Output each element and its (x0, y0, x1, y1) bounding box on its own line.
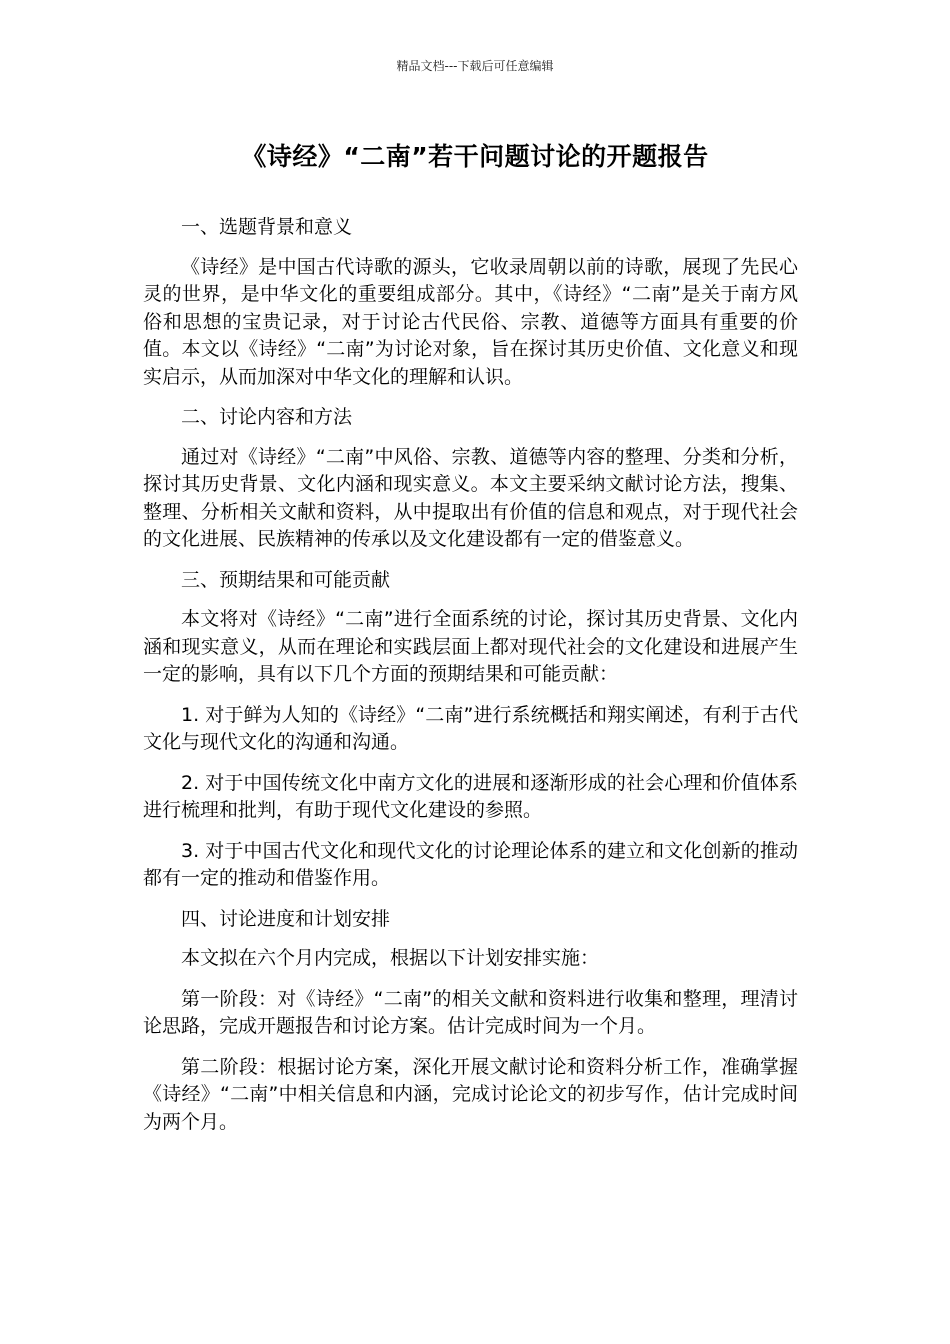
document-body (143, 214, 798, 1149)
paragraph: 本文将对《诗经》“二南”进行全面系统的讨论，探讨其历史背景、文化内涵和现实意义，从而在理论和实践层面上都对现代社会的文化建设和进展产生一定的影响，具有以下几个方面的预期结果和可能贡献： (143, 608, 798, 685)
page-header: 精品文档---下载后可任意编辑 (396, 59, 554, 73)
list-item-3: 3. 对于中国古代文化和现代文化的讨论理论体系的建立和文化创新的推动都有一定的推动和借鉴作用。 (143, 839, 798, 889)
phase-2-paragraph: 第二阶段：根据讨论方案，深化开展文献讨论和资料分析工作，准确掌握《诗经》“二南”中相关信息和内涵，完成讨论论文的初步写作，估计完成时间为两个月。 (143, 1055, 798, 1133)
phase-1-paragraph: 第一阶段：对《诗经》“二南”的相关文献和资料进行收集和整理，理清讨论思路，完成开题报告和讨论方案。估计完成时间为一个月。 (143, 987, 798, 1037)
section-heading-2: 二、讨论内容和方法 (181, 406, 353, 428)
document-title: 《诗经》“二南”若干问题讨论的开题报告 (241, 142, 709, 171)
section-heading-3: 三、预期结果和可能贡献 (181, 568, 391, 591)
paragraph: 通过对《诗经》“二南”中风俗、宗教、道德等内容的整理、分类和分析，探讨其历史背景、文化内涵和现实意义。本文主要采纳文献讨论方法，搜集、整理、分析相关文献和资料，从中提取出有价值的信息和观点，对于现代社会的文化进展、民族精神的传承以及文化建设都有一定的借鉴意义。 (143, 445, 798, 550)
section-heading-4: 四、讨论进度和计划安排 (181, 907, 391, 930)
paragraph: 本文拟在六个月内完成，根据以下计划安排实施： (181, 947, 600, 969)
list-item-2: 2. 对于中国传统文化中南方文化的进展和逐渐形成的社会心理和价值体系进行梳理和批判，有助于现代文化建设的参照。 (143, 771, 798, 821)
paragraph: 《诗经》是中国古代诗歌的源头，它收录周朝以前的诗歌，展现了先民心灵的世界，是中华文化的重要组成部分。其中，《诗经》“二南”是关于南方风俗和思想的宝贵记录，对于讨论古代民俗、宗教、道德等方面具有重要的价值。本文以《诗经》“二南”为讨论对象，旨在探讨其历史价值、文化意义和现实启示，从而加深对中华文化的理解和认识。 (143, 255, 798, 388)
list-item-1: 1. 对于鲜为人知的《诗经》“二南”进行系统概括和翔实阐述，有利于古代文化与现代文化的沟通和沟通。 (143, 703, 798, 753)
section-heading-1: 一、选题背景和意义 (181, 216, 353, 238)
